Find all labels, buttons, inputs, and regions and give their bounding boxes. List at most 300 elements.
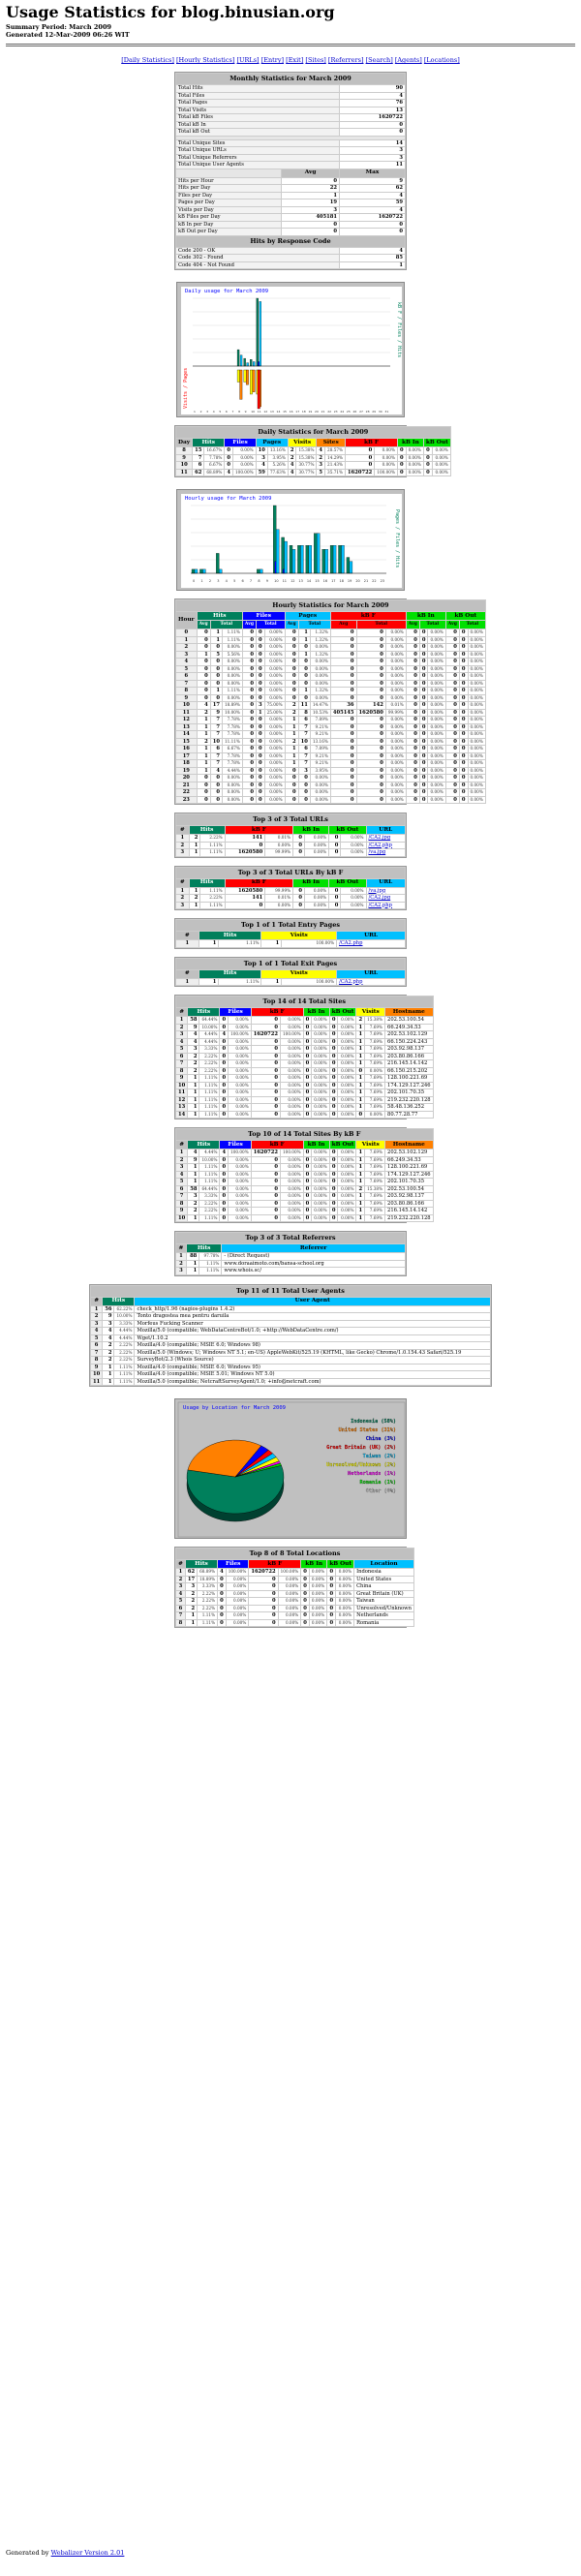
- monthly-total-label: Total Visits: [176, 107, 340, 114]
- percent-cell: 0.00%: [338, 1150, 356, 1157]
- percent-cell: 7.69%: [365, 1193, 385, 1201]
- percent-cell: 0.00%: [338, 1200, 356, 1208]
- value-cell: 2: [188, 1067, 199, 1075]
- rank-cell: 1: [176, 1569, 186, 1577]
- percent-cell: 3.33%: [114, 1320, 135, 1328]
- total-cell: 0: [256, 636, 264, 644]
- hour-cell: 18: [176, 760, 198, 768]
- nav-link-2[interactable]: [URLs]: [236, 56, 260, 64]
- value-cell: 0: [329, 1038, 338, 1046]
- top-sites-kb-col-header: Files: [220, 1141, 251, 1150]
- total-cell: 7: [210, 731, 222, 739]
- avg-cell: 2: [285, 702, 298, 710]
- value-cell: 0: [329, 1053, 338, 1060]
- nav-link-1[interactable]: [Hourly Statistics]: [176, 56, 235, 64]
- title-row: [176, 74, 406, 85]
- value-cell: 0: [329, 1200, 338, 1208]
- percent-cell: 1.11%: [199, 1082, 220, 1089]
- percent-cell: 0.00%: [312, 1067, 329, 1075]
- value-cell: 88: [186, 1253, 199, 1261]
- percent-cell: 0.00%: [264, 665, 285, 673]
- avg-cell: 0: [406, 694, 419, 702]
- percent-cell: 3.33%: [199, 1046, 220, 1054]
- percent-cell: 0.00%: [229, 1104, 252, 1112]
- day-cell: 11: [176, 469, 193, 476]
- avg-label: Pages per Day: [176, 199, 282, 207]
- total-cell: 0: [419, 688, 428, 695]
- avg-cell: 1: [285, 752, 298, 760]
- avg-cell: 1: [285, 723, 298, 731]
- max-value: 62: [339, 185, 405, 193]
- hour-cell: 7: [176, 680, 198, 688]
- daily-tick-label: 26: [352, 410, 357, 414]
- top-sites-kb-col-header: Hits: [188, 1141, 220, 1150]
- title-row: [176, 997, 434, 1008]
- user-agent-cell: Mozilla/4.0 (compatible; MSIE 6.0; Windows 95): [135, 1364, 491, 1371]
- avg-cell: 0: [285, 782, 298, 789]
- percent-cell: 62.22%: [114, 1305, 135, 1313]
- title-row: [176, 1233, 406, 1244]
- percent-cell: 0.00%: [468, 731, 485, 739]
- value-cell: 0: [251, 1208, 280, 1215]
- rank-cell: 6: [176, 1053, 188, 1060]
- top-sites-kb-col-header: kB F: [251, 1141, 303, 1150]
- hour-cell: 17: [176, 752, 198, 760]
- monthly-unique-label: Total Unique Referrers: [176, 154, 340, 162]
- value-cell: 0: [225, 902, 265, 909]
- value-cell: 0: [329, 895, 341, 903]
- hostname-cell: 202.53.102.129: [385, 1031, 434, 1039]
- avg-value: 3: [282, 206, 340, 214]
- hour-cell: 22: [176, 789, 198, 797]
- url-link[interactable]: /CA2.php: [337, 978, 406, 986]
- daily-pages-bar: [247, 363, 249, 366]
- percent-cell: 68.89%: [198, 1569, 218, 1577]
- total-cell: 0: [256, 731, 264, 739]
- percent-cell: 0.00%: [229, 1082, 252, 1089]
- value-cell: 0: [329, 1214, 338, 1222]
- percent-cell: 0.00%: [229, 1024, 252, 1031]
- monthly-stats-section: [174, 72, 407, 270]
- avg-cell: 2: [285, 709, 298, 717]
- percent-cell: 7.69%: [365, 1200, 385, 1208]
- percent-cell: 0.00%: [428, 775, 445, 782]
- percent-cell: 0.00%: [338, 1111, 356, 1119]
- percent-cell: 0.00%: [385, 717, 406, 724]
- value-cell: 1: [103, 1364, 114, 1371]
- total-cell: 0: [419, 629, 428, 637]
- hourly-col-header: Files: [242, 612, 285, 621]
- percent-cell: 2.22%: [199, 1067, 220, 1075]
- avg-cell: 2: [197, 709, 210, 717]
- max-value: 4: [339, 206, 405, 214]
- percent-cell: 0.00%: [280, 1104, 303, 1112]
- value-cell: 0: [249, 1583, 278, 1591]
- exit-pages-row: [176, 978, 406, 986]
- rank-cell: 2: [176, 842, 190, 849]
- percent-cell: 0.00%: [468, 644, 485, 652]
- percent-cell: 2.22%: [200, 895, 225, 903]
- percent-cell: 0.00%: [312, 1024, 329, 1031]
- daily-tick-label: 9: [244, 410, 247, 414]
- percent-cell: 0.00%: [385, 636, 406, 644]
- value-cell: 0: [251, 1185, 280, 1193]
- percent-cell: 0.00%: [280, 1179, 303, 1186]
- top-urls-kb-row: [176, 895, 406, 903]
- avg-cell: 0: [330, 680, 356, 688]
- webalizer-link[interactable]: Webalizer Version 2.01: [50, 2549, 125, 2557]
- page-header: [0, 0, 581, 41]
- hourly-pages-bar: [317, 534, 320, 573]
- percent-cell: 0.00%: [280, 1075, 303, 1083]
- percent-cell: 0.00%: [232, 462, 256, 470]
- top-user-agents-row: [91, 1334, 491, 1342]
- percent-cell: 0.00%: [280, 1017, 303, 1025]
- avg-cell: 405145: [330, 709, 356, 717]
- value-cell: 0: [303, 1046, 312, 1054]
- url-link[interactable]: /CA2.jpg: [366, 835, 405, 843]
- url-link[interactable]: /va.jpg: [366, 849, 405, 857]
- value-cell: 0: [329, 1075, 338, 1083]
- percent-cell: 0.00%: [428, 723, 445, 731]
- hourly-stats-section: [174, 598, 483, 805]
- daily-stats-col-header: kB In: [397, 439, 423, 447]
- percent-cell: 10.00%: [199, 1024, 220, 1031]
- daily-tick-label: 15: [283, 410, 287, 414]
- avg-row: [176, 192, 406, 199]
- title-row: [176, 427, 451, 439]
- hourly-row: [176, 775, 486, 782]
- value-cell: 1: [261, 940, 282, 948]
- total-cell: 0: [356, 775, 385, 782]
- value-cell: 0: [303, 1150, 312, 1157]
- hourly-hits-bar: [199, 569, 202, 573]
- percent-cell: 0.00%: [264, 644, 285, 652]
- top-user-agents-title: Top 11 of 11 Total User Agents: [91, 1285, 491, 1297]
- daily-visits-bar: [244, 370, 247, 383]
- hourly-row: [176, 723, 486, 731]
- generated-date: Generated 12-Mar-2009 06:26 WIT: [6, 31, 130, 39]
- hour-cell: 15: [176, 738, 198, 746]
- header-row: [176, 969, 406, 978]
- daily-tick-label: 18: [301, 410, 306, 414]
- value-cell: 0: [293, 842, 305, 849]
- top-referrers-table: [175, 1232, 406, 1275]
- avg-cell: 0: [406, 782, 419, 789]
- rank-cell: 10: [176, 1082, 188, 1089]
- percent-cell: 7.78%: [222, 752, 242, 760]
- percent-cell: 0.00%: [468, 680, 485, 688]
- url-link[interactable]: /CA2.php: [366, 842, 405, 849]
- percent-cell: 10.00%: [199, 1156, 220, 1164]
- total-cell: 0: [459, 746, 468, 753]
- total-cell: 0: [459, 644, 468, 652]
- avg-cell: 1: [197, 767, 210, 775]
- total-cell: 0: [256, 659, 264, 666]
- daily-pages-bar: [240, 355, 242, 366]
- percent-cell: 7.78%: [222, 731, 242, 739]
- value-cell: 9: [188, 1024, 199, 1031]
- percent-cell: 0.00%: [338, 1082, 356, 1089]
- avg-cell: 0: [242, 782, 256, 789]
- avg-cell: 0: [330, 731, 356, 739]
- daily-tick-label: 12: [263, 410, 268, 414]
- daily-tick-label: 23: [333, 410, 338, 414]
- percent-cell: 14.47%: [310, 702, 330, 710]
- avg-cell: 0: [445, 738, 459, 746]
- avg-cell: 0: [330, 673, 356, 681]
- value-cell: 0: [329, 1024, 338, 1031]
- top-sites-kb-col-header: kB In: [303, 1141, 329, 1150]
- value-cell: 0: [303, 1096, 312, 1104]
- value-cell: 0: [301, 1612, 310, 1620]
- daily-tick-label: 2: [199, 410, 202, 414]
- value-cell: 1: [356, 1060, 365, 1068]
- hourly-hits-bar: [306, 545, 309, 573]
- percent-cell: 0.00%: [338, 1164, 356, 1172]
- value-cell: 1: [189, 887, 200, 895]
- avg-cell: 1: [197, 651, 210, 659]
- value-cell: 0: [329, 1164, 338, 1172]
- value-cell: 2: [188, 1060, 199, 1068]
- percent-cell: 0.00%: [312, 1017, 329, 1025]
- top-sites-row: [176, 1017, 434, 1025]
- percent-cell: 0.00%: [468, 775, 485, 782]
- url-link[interactable]: /CA2.jpg: [366, 895, 405, 903]
- nav-link-7[interactable]: [Search]: [365, 56, 393, 64]
- total-cell: 0: [298, 694, 310, 702]
- value-cell: 1620722: [251, 1031, 280, 1039]
- total-cell: 0: [356, 651, 385, 659]
- value-cell: 1: [356, 1038, 365, 1046]
- rank-cell: 7: [91, 1349, 103, 1357]
- hourly-row: [176, 629, 486, 637]
- daily-tick-label: 25: [346, 410, 351, 414]
- total-cell: 0: [419, 767, 428, 775]
- total-cell: 0: [419, 709, 428, 717]
- percent-cell: 0.00%: [264, 659, 285, 666]
- top-sites-row: [176, 1038, 434, 1046]
- percent-cell: 0.00%: [232, 447, 256, 455]
- rank-cell: 9: [176, 1208, 188, 1215]
- value-cell: 0: [220, 1038, 229, 1046]
- percent-cell: 0.00%: [428, 636, 445, 644]
- section-nav: [0, 56, 581, 64]
- percent-cell: 0.00%: [385, 767, 406, 775]
- percent-cell: 0.00%: [309, 1569, 326, 1577]
- value-cell: 0: [329, 1067, 338, 1075]
- total-cell: 1: [298, 651, 310, 659]
- percent-cell: 0.00%: [468, 789, 485, 797]
- top-urls-col-header: Hits: [189, 826, 225, 835]
- daily-tick-label: 4: [212, 410, 215, 414]
- percent-cell: 0.00%: [312, 1082, 329, 1089]
- avg-cell: 0: [406, 752, 419, 760]
- hourly-hits-bar: [282, 537, 285, 573]
- exit-pages-col-header: Hits: [199, 969, 261, 978]
- hourly-hits-bar: [192, 569, 195, 573]
- hourly-pages-bar: [202, 569, 205, 573]
- daily-visits-bar: [250, 370, 253, 394]
- exit-pages-section: [174, 957, 407, 988]
- percent-cell: 1.11%: [200, 902, 225, 909]
- percent-cell: 99.99%: [265, 887, 293, 895]
- url-link[interactable]: /CA2.php: [337, 940, 406, 948]
- nav-link-3[interactable]: [Entry]: [260, 56, 285, 64]
- value-cell: 0: [220, 1214, 229, 1222]
- avg-cell: 1: [197, 723, 210, 731]
- response-value: 4: [339, 247, 405, 255]
- percent-cell: 0.00%: [341, 835, 366, 843]
- monthly-total-label: Total Hits: [176, 85, 340, 93]
- hourly-row: [176, 738, 486, 746]
- avg-value: 0: [282, 221, 340, 229]
- top-referrers-col-header: Referrer: [222, 1244, 406, 1253]
- percent-cell: 0.00%: [336, 1612, 354, 1620]
- value-cell: 0: [220, 1193, 229, 1201]
- percent-cell: 0.00%: [264, 680, 285, 688]
- value-cell: 0: [327, 1619, 336, 1627]
- percent-cell: 7.69%: [365, 1104, 385, 1112]
- total-cell: 0: [298, 644, 310, 652]
- percent-cell: 0.00%: [341, 895, 366, 903]
- rank-cell: 4: [176, 1038, 188, 1046]
- daily-hits-bar: [250, 359, 252, 366]
- total-cell: 0: [356, 680, 385, 688]
- percent-cell: 0.00%: [312, 1185, 329, 1193]
- top-sites-row: [176, 1082, 434, 1089]
- percent-cell: 0.00%: [310, 796, 330, 804]
- top-sites-row: [176, 1060, 434, 1068]
- percent-cell: 0.00%: [468, 673, 485, 681]
- avg-cell: 0: [330, 752, 356, 760]
- percent-cell: 1.32%: [310, 688, 330, 695]
- percent-cell: 0.00%: [468, 782, 485, 789]
- entry-pages-col-header: URL: [337, 932, 406, 940]
- value-cell: 3: [256, 454, 267, 462]
- top-referrers-row: [176, 1268, 406, 1275]
- value-cell: 0: [327, 1569, 336, 1577]
- nav-link-4[interactable]: [Exit]: [286, 56, 304, 64]
- total-cell: 1: [210, 688, 222, 695]
- top-referrers-section: [174, 1231, 407, 1276]
- percent-cell: 0.00%: [428, 731, 445, 739]
- daily-chart-right-label: kB F / Files / Hits: [396, 302, 402, 358]
- nav-link-6[interactable]: [Referrers]: [327, 56, 364, 64]
- daily-tick-label: 28: [365, 410, 370, 414]
- percent-cell: 0.00%: [229, 1200, 252, 1208]
- percent-cell: 4.44%: [199, 1150, 220, 1157]
- percent-cell: 0.00%: [280, 1096, 303, 1104]
- avg-cell: 0: [330, 782, 356, 789]
- value-cell: 0: [329, 1150, 338, 1157]
- value-cell: 0: [249, 1619, 278, 1627]
- nav-link-8[interactable]: [Agents]: [394, 56, 422, 64]
- avg-cell: 0: [242, 629, 256, 637]
- nav-link-0[interactable]: [Daily Statistics]: [121, 56, 174, 64]
- total-cell: 0: [419, 746, 428, 753]
- avg-cell: 0: [445, 694, 459, 702]
- location-cell: Netherlands: [354, 1612, 414, 1620]
- hourly-tick-label: 22: [372, 579, 377, 583]
- hour-cell: 12: [176, 717, 198, 724]
- percent-cell: 2.22%: [200, 835, 225, 843]
- total-cell: 0: [210, 644, 222, 652]
- top-urls-kb-col-header: URL: [366, 878, 405, 887]
- percent-cell: 1.11%: [200, 887, 225, 895]
- hourly-hits-bar: [297, 545, 300, 573]
- monthly-unique-value: 3: [339, 147, 405, 155]
- total-cell: 0: [256, 738, 264, 746]
- monthly-unique-label: Total Unique Sites: [176, 139, 340, 147]
- hour-cell: 6: [176, 673, 198, 681]
- rank-cell: 10: [176, 1214, 188, 1222]
- avg-cell: 0: [330, 659, 356, 666]
- monthly-unique-value: 3: [339, 154, 405, 162]
- top-urls-kb-col-header: kB F: [225, 878, 293, 887]
- hour-cell: 0: [176, 629, 198, 637]
- total-cell: 0: [419, 752, 428, 760]
- top-locations-section: [174, 1547, 412, 1628]
- percent-cell: 0.00%: [468, 659, 485, 666]
- top-urls-kb-table: [175, 867, 406, 910]
- percent-cell: 0.00%: [232, 454, 256, 462]
- avg-cell: 0: [197, 782, 210, 789]
- avg-cell: 0: [445, 767, 459, 775]
- percent-cell: 0.00%: [385, 738, 406, 746]
- value-cell: 1: [356, 1075, 365, 1083]
- value-cell: 1: [356, 1046, 365, 1054]
- percent-cell: 7.78%: [222, 717, 242, 724]
- header-row: [176, 1560, 414, 1569]
- value-cell: 0: [329, 842, 341, 849]
- title-row: [176, 600, 486, 612]
- header-row: [176, 1008, 434, 1017]
- rank-cell: 6: [91, 1342, 103, 1350]
- entry-pages-col-header: Hits: [199, 932, 261, 940]
- hourly-tick-label: 19: [347, 579, 352, 583]
- avg-cell: 0: [330, 644, 356, 652]
- url-link[interactable]: /CA2.php: [366, 902, 405, 909]
- daily-stats-col-header: Pages: [256, 439, 288, 447]
- value-cell: 0: [249, 1598, 278, 1606]
- nav-link-5[interactable]: [Sites]: [305, 56, 326, 64]
- pie-legend-0: Indonesia (58%): [351, 1419, 396, 1425]
- percent-cell: 0.00%: [310, 789, 330, 797]
- value-cell: 5: [317, 469, 325, 476]
- percent-cell: 0.00%: [222, 694, 242, 702]
- daily-stats-row: [176, 469, 451, 476]
- percent-cell: 25.00%: [264, 709, 285, 717]
- total-cell: 0: [419, 760, 428, 768]
- value-cell: 0: [303, 1104, 312, 1112]
- percent-cell: 7.69%: [365, 1214, 385, 1222]
- avg-cell: 0: [330, 651, 356, 659]
- value-cell: 0: [301, 1605, 310, 1612]
- avg-cell: 0: [242, 760, 256, 768]
- response-label: Code 302 - Found: [176, 255, 340, 262]
- nav-link-9[interactable]: [Locations]: [423, 56, 460, 64]
- total-cell: 1620580: [356, 709, 385, 717]
- hour-cell: 20: [176, 775, 198, 782]
- avg-cell: 0: [330, 767, 356, 775]
- total-cell: 0: [256, 717, 264, 724]
- location-cell: Romania: [354, 1619, 414, 1627]
- value-cell: 0: [220, 1208, 229, 1215]
- url-link[interactable]: /va.jpg: [366, 887, 405, 895]
- rank-cell: 5: [176, 1598, 186, 1606]
- value-cell: 0: [303, 1089, 312, 1097]
